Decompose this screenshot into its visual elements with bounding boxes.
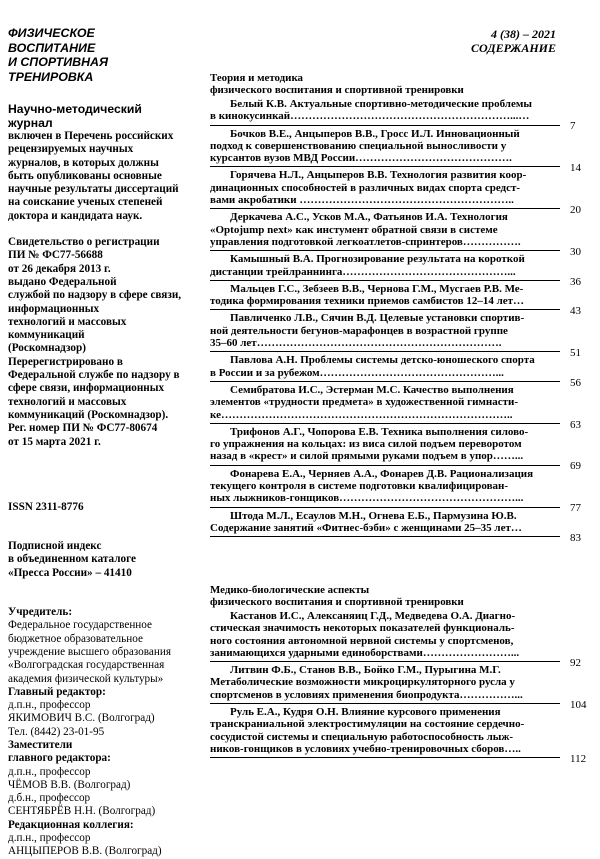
section-title-line: физического воспитания и спортивной тренировки: [210, 596, 464, 609]
section-title-line: физического воспитания и спортивной тренировки: [210, 84, 464, 97]
toc-entry-line: Мальцев Г.С., Зебзеев В.В., Чернова Г.М., Мусгаев Р.В. Ме-: [230, 282, 524, 295]
inclusion-line: быть опубликованы основные: [8, 169, 162, 182]
toc-entry-line: транскраниальной электростимуляции на состояние сердечно-: [210, 718, 525, 731]
toc-entry-line: Литвин Ф.Б., Станов В.В., Бойко Г.М., Пурыгина М.Г.: [230, 664, 501, 677]
section-heading-theory: [210, 72, 555, 97]
toc-entry-line: сосудистой системы и специальную работоспособность лыж-: [210, 730, 513, 743]
deputy-line: СЕНТЯБРЁВ Н.Н. (Волгоград): [8, 805, 156, 818]
toc-entry[interactable]: [210, 383, 581, 431]
toc-entry-line: Камышный В.А. Прогнозирование результата на короткой: [230, 253, 525, 266]
toc-entry-line: Метаболические возможности микроциркуляторного русла у: [210, 676, 515, 689]
journal-info-column: [8, 102, 206, 859]
inclusion-line: рецензируемых научных: [8, 143, 134, 156]
inclusion-line: журналов, в которых должны: [8, 156, 159, 169]
inclusion-line: включен в Перечень российских: [8, 130, 174, 142]
registration-line: Федеральной службе по надзору в: [8, 369, 180, 382]
journal-type-line: журнал: [8, 116, 53, 130]
toc-entry-line: Содержание занятий «Фитнес-бэби» с женщинами 25–35 лет…: [210, 521, 522, 534]
registration-line: службой по надзору в сфере связи,: [8, 289, 182, 302]
toc-entry[interactable]: [210, 664, 587, 711]
page-number: 30: [570, 245, 581, 258]
page-number: 36: [570, 275, 581, 288]
toc-entry-line: в России и за рубежом…………………………………………...: [210, 366, 504, 379]
inclusion-note: [8, 130, 206, 223]
journal-type: [8, 102, 206, 130]
toc-entry-line: курсантов вузов МВД России…………………………………….: [210, 152, 512, 165]
contents-label: СОДЕРЖАНИЕ: [471, 41, 556, 55]
subscription-index: [8, 540, 206, 580]
toc-entry-line: ного состояния автономной нервной системы у спортсменов,: [210, 634, 514, 647]
toc-entry-line: подход к совершенствованию специальной выносливости у: [210, 139, 507, 152]
page-number: 51: [570, 347, 581, 360]
subscription-line: в объединенном каталоге: [8, 553, 136, 566]
journal-title-line: ВОСПИТАНИЕ: [8, 40, 96, 55]
page-number: 112: [570, 752, 587, 765]
board-line: АНЦЫПЕРОВ В.В. (Волгоград): [8, 845, 162, 858]
toc-entry-line: спортсменов в условиях применения биопродукта……………...: [210, 688, 523, 701]
toc-entry-line: назад в «крест» и силой прямыми руками подъем в упор……...: [210, 450, 524, 463]
board-line: д.п.н., профессор: [8, 832, 91, 845]
toc-entry-line: текущего контроля в системе подготовки квалифицирован-: [210, 480, 509, 493]
registration-line: от 15 марта 2021 г.: [8, 435, 101, 448]
registration-line: Свидетельство о регистрации: [8, 236, 160, 249]
editor-line: Тел. (8442) 23-01-95: [8, 725, 105, 738]
inclusion-line: научные результаты диссертаций: [8, 183, 179, 196]
toc-entry-line: Семибратова И.С., Эстерман М.С. Качество выполнения: [230, 383, 514, 396]
toc-entry-line: стическая значимость некоторых показателей функциональ-: [210, 622, 515, 635]
founder-label: Учредитель:: [8, 606, 73, 619]
registration-info: [8, 236, 206, 449]
toc-entry-line: «Optojump next» как инстумент обратной связи в системе: [210, 223, 498, 236]
toc-entry-line: 35–60 лет………………………………………………………….: [210, 337, 502, 350]
toc-entry-line: тодика формирования техники приемов самбистов 12–14 лет…: [210, 295, 525, 308]
toc-entry[interactable]: [210, 282, 581, 318]
section-heading-medical: [210, 584, 555, 609]
page-number: 92: [570, 656, 581, 669]
registration-line: Рег. номер ПИ № ФС77-80674: [8, 422, 158, 435]
subscription-line: «Пресса России» – 41410: [8, 566, 132, 579]
toc-entry-line: занимающихся ударными единоборствами……………………...: [210, 646, 520, 659]
deputy-label: [8, 739, 206, 766]
registration-line: сфере связи, информационных: [8, 382, 165, 395]
toc-entry-line: динационных способностей в различных видах спорта средст-: [210, 181, 521, 194]
registration-line: Перерегистрировано в: [8, 355, 123, 368]
toc-entry[interactable]: [210, 169, 581, 217]
journal-type-line: Научно-методический: [8, 102, 142, 116]
toc-entry-line: Кастанов И.С., Алексаняиц Г.Д., Медведева О.А. Диагно-: [230, 610, 516, 622]
deputy-label-line: Заместители: [8, 738, 73, 751]
issn: ISSN 2311-8776: [8, 500, 84, 513]
founder-line: бюджетное образовательное: [8, 632, 143, 645]
registration-line: коммуникаций: [8, 329, 85, 342]
page-number: 104: [570, 698, 587, 711]
page-number: 20: [570, 204, 581, 217]
registration-line: ПИ № ФС77-56688: [8, 249, 103, 262]
board-label: Редакционная коллегия:: [8, 818, 134, 831]
journal-title: [8, 26, 188, 84]
toc-entry-line: управления подготовкой легкоатлетов-спринтеров…………….: [210, 235, 521, 248]
toc-entry-line: ников-гонщиков в условиях учебно-тренировочных сборов…..: [210, 742, 521, 755]
deputy-line: ЧЁМОВ В.В. (Волгоград): [8, 778, 131, 791]
toc-entry[interactable]: [210, 610, 581, 669]
toc-entry[interactable]: [210, 127, 581, 175]
toc-entry[interactable]: [210, 425, 581, 473]
registration-line: коммуникаций (Роскомнадзор).: [8, 408, 169, 421]
registration-line: технологий и массовых: [8, 395, 127, 408]
issue-header: [471, 27, 556, 55]
page-number: 56: [570, 376, 581, 389]
editor-line: д.п.н., профессор: [8, 699, 91, 712]
toc-entry[interactable]: [210, 467, 581, 515]
founder-line: «Волгоградская государственная: [8, 659, 165, 672]
registration-line: выдано Федеральной: [8, 275, 117, 288]
toc-entry-line: Белый К.В. Актуальные спортивно-методические проблемы: [230, 98, 532, 110]
toc-entry-line: Фонарева Е.А., Черняев А.А., Фонарев Д.В. Рационализация: [230, 467, 534, 480]
founder-line: учреждение высшего образования: [8, 645, 171, 658]
toc-entry[interactable]: [210, 706, 587, 765]
registration-line: технологий и массовых: [8, 315, 127, 328]
founder-line: академия физической культуры»: [8, 672, 164, 685]
inclusion-line: на соискание ученых степеней: [8, 196, 163, 209]
journal-title-line: ТРЕНИРОВКА: [8, 69, 94, 84]
inclusion-line: доктора и кандидата наук.: [8, 209, 143, 222]
page-number: 7: [570, 120, 576, 133]
toc-medical: [210, 610, 587, 765]
page-number: 14: [570, 162, 581, 175]
deputy-label-line: главного редактора:: [8, 752, 111, 765]
toc-entry-line: Павличенко Л.В., Сячин В.Д. Целевые установки спортив-: [230, 312, 525, 325]
toc-entry-line: ных лыжников-гонщиков…………………………………………...: [210, 492, 524, 505]
toc-entry-line: го упражнения на кольцах: из виса силой подъем переворотом: [210, 438, 522, 451]
toc-entry[interactable]: [210, 509, 581, 544]
toc-entry-line: Трифонов А.Г., Чопорова Е.В. Техника выполнения силово-: [230, 425, 529, 438]
page-number: 63: [570, 418, 581, 431]
page-number: 69: [570, 460, 581, 473]
toc-entry[interactable]: [210, 253, 581, 288]
toc-entry[interactable]: [210, 354, 581, 389]
section-title-line: Теория и методика: [210, 72, 304, 84]
toc-entry[interactable]: [210, 98, 576, 133]
deputy-line: д.п.н., профессор: [8, 765, 91, 778]
page-number: 83: [570, 531, 581, 544]
page-number: 77: [570, 502, 581, 515]
deputy-line: д.б.н., профессор: [8, 792, 91, 805]
founder-line: Федеральное государственное: [8, 619, 152, 632]
toc-entry-line: Руль Е.А., Кудря О.Н. Влияние курсового применения: [230, 706, 501, 719]
toc-entry[interactable]: [210, 211, 581, 258]
toc-entry-line: Бочков В.Е., Анцыперов В.В., Гросс И.Л. Инновационный: [230, 127, 520, 140]
toc-theory: [210, 98, 581, 544]
registration-line: информационных: [8, 302, 100, 315]
editor-info: [8, 699, 206, 739]
section-title-line: Медико-биологические аспекты: [210, 584, 370, 596]
issue-number: 4 (38) – 2021: [491, 27, 556, 41]
registration-line: (Роскомнадзор): [8, 342, 86, 355]
toc-entry-line: Павлова А.Н. Проблемы системы детско-юношеского спорта: [230, 354, 535, 367]
toc-entry-line: Деркачева А.С., Усков М.А., Фатьянов И.А. Технология: [230, 211, 508, 224]
page-number: 43: [570, 305, 581, 318]
toc-entry-line: вами акробатики …………………………………………………..: [210, 194, 514, 207]
toc-entry-line: Горячева Н.Л., Анцыперов В.В. Технология развития коор-: [230, 169, 527, 182]
toc-entry-line: ной деятельности бегунов-марафонцев в возрастной группе: [210, 324, 508, 337]
deputy-info: [8, 766, 206, 819]
toc-entry-line: в кинокусинкай……………………………………………………...…: [210, 110, 530, 123]
subscription-line: Подписной индекс: [8, 540, 102, 553]
toc-entry-line: дистанции трейлраннинга………………………………………...: [210, 265, 516, 278]
toc-entry-line: элементов «трудности предмета» в художественной гимнасти-: [210, 396, 519, 409]
toc-entry-line: ке……………………………………………………………………..: [210, 408, 513, 421]
editor-label: Главный редактор:: [8, 685, 106, 698]
founder-info: [8, 619, 206, 685]
toc-entry[interactable]: [210, 312, 581, 360]
editor-line: ЯКИМОВИЧ В.С. (Волгоград): [8, 712, 155, 725]
registration-line: от 26 декабря 2013 г.: [8, 262, 111, 275]
journal-title-line: ФИЗИЧЕСКОЕ: [8, 26, 95, 40]
board-info: [8, 832, 206, 859]
journal-title-line: И СПОРТИВНАЯ: [8, 55, 109, 69]
toc-entry-line: Штода М.Л., Есаулов М.Н., Огнева Е.Б., Пармузина Ю.В.: [230, 509, 517, 522]
